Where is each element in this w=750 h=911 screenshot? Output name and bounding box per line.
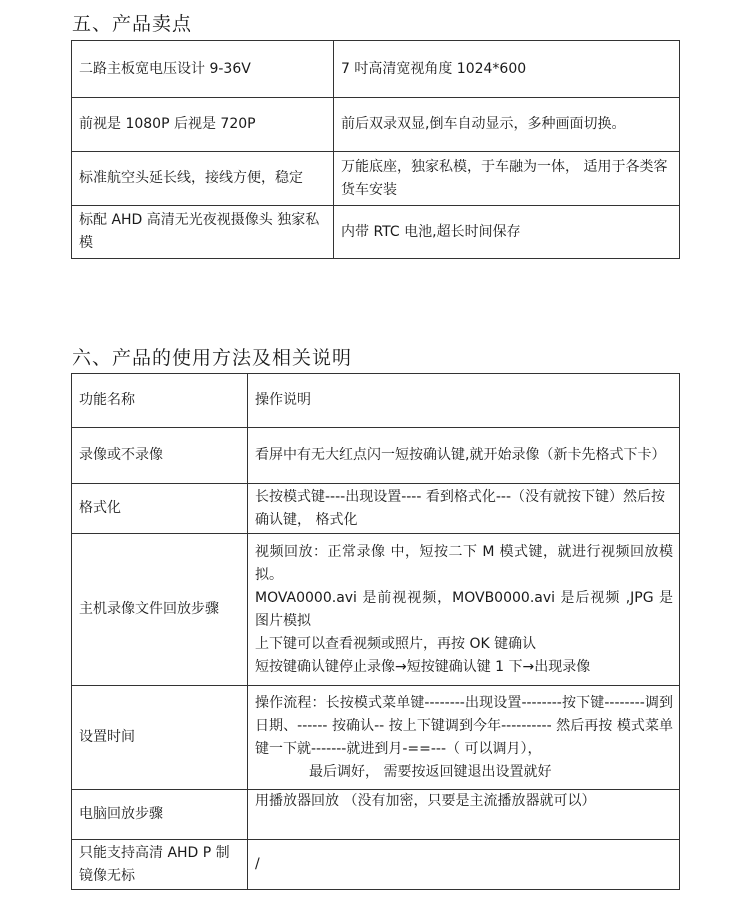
instruction-text: 看屏中有无大红点闪一短按确认键,就开始录像（新卡先格式下卡） (248, 428, 680, 484)
function-name: 电脑回放步骤 (72, 790, 248, 840)
function-name: 设置时间 (72, 686, 248, 790)
instruction-text: 长按模式键----出现设置---- 看到格式化---（没有就按下键）然后按确认键， 格式化 (248, 484, 680, 534)
instruction-line: 短按键确认键停止录像→短按键确认键 1 下→出现录像 (255, 658, 591, 675)
table-header-row (72, 374, 680, 428)
table-cell: 标配 AHD 高清无光夜视摄像头 独家私模 (72, 206, 334, 259)
instruction-line: 操作流程：长按模式菜单键--------出现设置--------按下键--------调到日期、------ 按确认-- 按上下键调到今年---------- 然后再按 模式菜单键一下就-------就进到月-==---（ 可以调月）， (255, 694, 673, 757)
instruction-text: / (248, 840, 680, 890)
function-name: 录像或不录像 (72, 428, 248, 484)
table-row (72, 840, 680, 890)
instruction-line: 视频回放：正常录像 中，短按二下 M 模式键，就进行视频回放模拟。 (255, 543, 673, 583)
instruction-cell (248, 686, 680, 790)
table-row (72, 790, 680, 840)
table-cell: 二路主板宽电压设计 9-36V (72, 41, 334, 98)
function-name: 格式化 (72, 484, 248, 534)
function-name: 只能支持高清 AHD P 制镜像无标 (72, 840, 248, 890)
table-row (72, 206, 680, 259)
table-row (72, 428, 680, 484)
column-header: 操作说明 (248, 374, 680, 428)
table-row (72, 41, 680, 98)
table-row (72, 484, 680, 534)
instruction-line: 上下键可以查看视频或照片，再按 OK 键确认 (255, 635, 537, 652)
section6-heading: 六、产品的使用方法及相关说明 (72, 347, 353, 369)
instruction-line: 最后调好， 需要按返回键退出设置就好 (309, 763, 552, 780)
table-cell: 7 吋高清宽视角度 1024*600 (334, 41, 680, 98)
table-row (72, 534, 680, 686)
table-cell: 前视是 1080P 后视是 720P (72, 98, 334, 152)
table-row (72, 152, 680, 206)
instruction-cell (248, 534, 680, 686)
table-cell: 前后双录双显,倒车自动显示，多种画面切换。 (334, 98, 680, 152)
table-row (72, 686, 680, 790)
table-cell: 标准航空头延长线，接线方便，稳定 (72, 152, 334, 206)
table-row (72, 98, 680, 152)
table-cell: 内带 RTC 电池,超长时间保存 (334, 206, 680, 259)
table-cell: 万能底座，独家私模，于车融为一体， 适用于各类客货车安装 (334, 152, 680, 206)
section5-heading: 五、产品卖点 (72, 13, 193, 35)
selling-points-table (71, 40, 680, 259)
instruction-text: 用播放器回放 （没有加密，只要是主流播放器就可以） (248, 790, 680, 840)
instruction-line: MOVA0000.avi 是前视视频，MOVB0000.avi 是后视频 ,JPG 是图片模拟 (255, 589, 673, 629)
usage-table (71, 373, 680, 890)
function-name: 主机录像文件回放步骤 (72, 534, 248, 686)
column-header: 功能名称 (72, 374, 248, 428)
